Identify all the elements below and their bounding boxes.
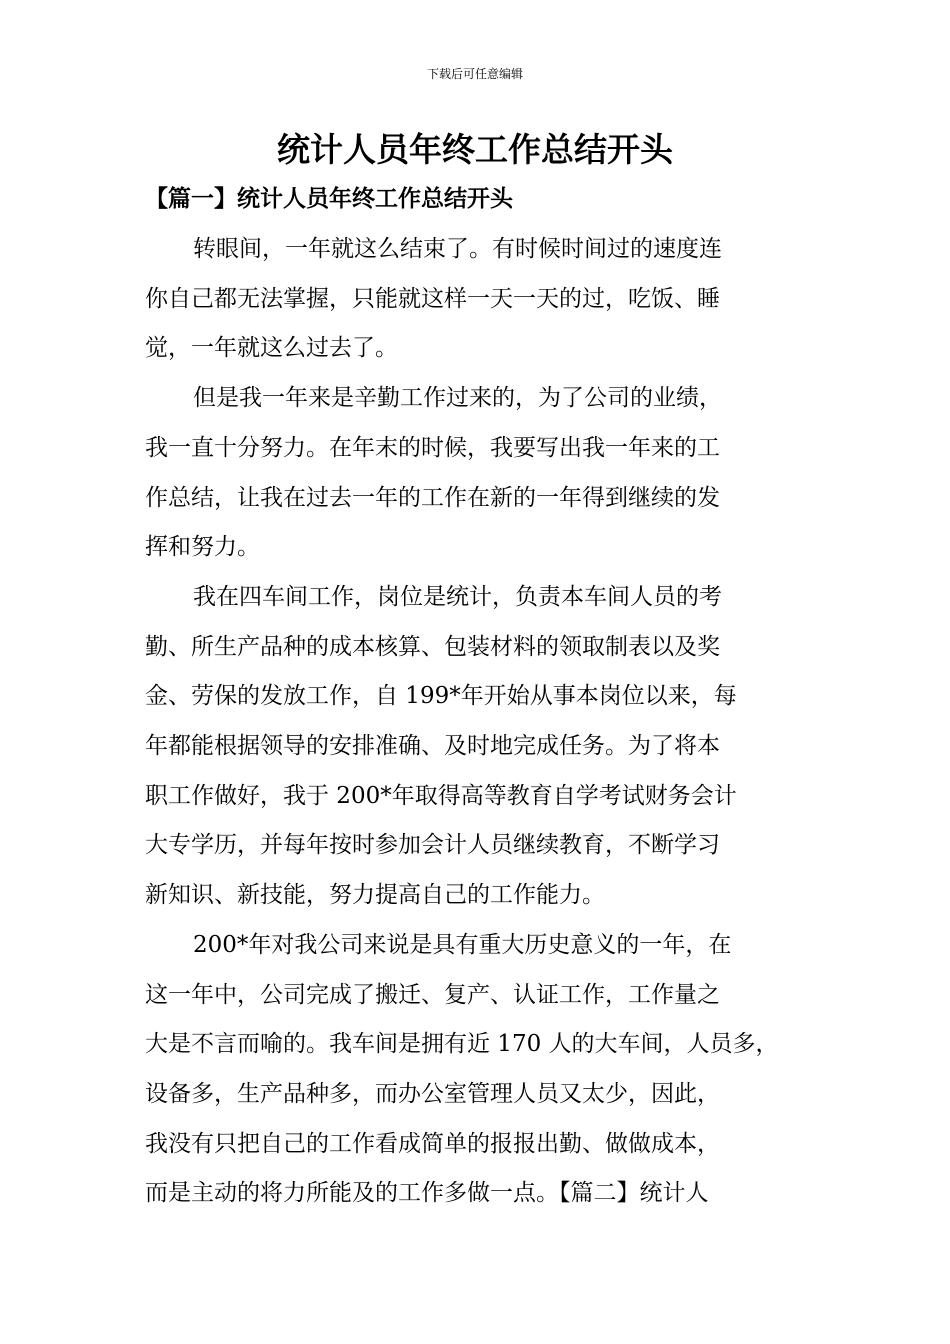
body-line: 设备多，生产品种多，而办公室管理人员又太少，因此， [145, 1081, 720, 1107]
body-line: 挥和努力。 [145, 534, 260, 560]
body-line: 我一直十分努力。在年末的时候，我要写出我一年来的工 [145, 435, 720, 461]
body-line: 觉，一年就这么过去了。 [145, 335, 398, 361]
body-line: 勤、所生产品种的成本核算、包装材料的领取制表以及奖 [145, 634, 720, 660]
body-line: 这一年中，公司完成了搬迁、复产、认证工作，工作量之 [145, 982, 720, 1008]
body-line: 年都能根据领导的安排准确、及时地完成任务。为了将本 [145, 733, 720, 759]
body-line: 职工作做好，我于 200*年取得高等教育自学考试财务会计 [145, 783, 737, 809]
body-line: 大是不言而喻的。我车间是拥有近 170 人的大车间，人员多， [145, 1031, 779, 1057]
body-line: 200*年对我公司来说是具有重大历史意义的一年，在 [193, 932, 732, 958]
body-line: 我在四车间工作，岗位是统计，负责本车间人员的考 [193, 584, 722, 610]
body-line: 但是我一年来是辛勤工作过来的，为了公司的业绩， [193, 385, 722, 411]
body-line: 金、劳保的发放工作，自 199*年开始从事本岗位以来，每 [145, 683, 737, 709]
document-title: 统计人员年终工作总结开头 [277, 130, 673, 169]
body-line: 你自己都无法掌握，只能就这样一天一天的过，吃饭、睡 [145, 286, 720, 312]
header-note: 下载后可任意编辑 [426, 67, 523, 81]
section-heading: 【篇一】统计人员年终工作总结开头 [145, 185, 513, 212]
body-line: 大专学历，并每年按时参加会计人员继续教育，不断学习 [145, 832, 720, 858]
body-line: 转眼间，一年就这么结束了。有时候时间过的速度连 [193, 236, 722, 262]
body-line: 新知识、新技能，努力提高自己的工作能力。 [145, 882, 605, 908]
body-line: 我没有只把自己的工作看成简单的报报出勤、做做成本， [145, 1131, 720, 1157]
body-line: 而是主动的将力所能及的工作多做一点。【篇二】统计人 [145, 1180, 709, 1206]
body-line: 作总结，让我在过去一年的工作在新的一年得到继续的发 [145, 485, 720, 511]
